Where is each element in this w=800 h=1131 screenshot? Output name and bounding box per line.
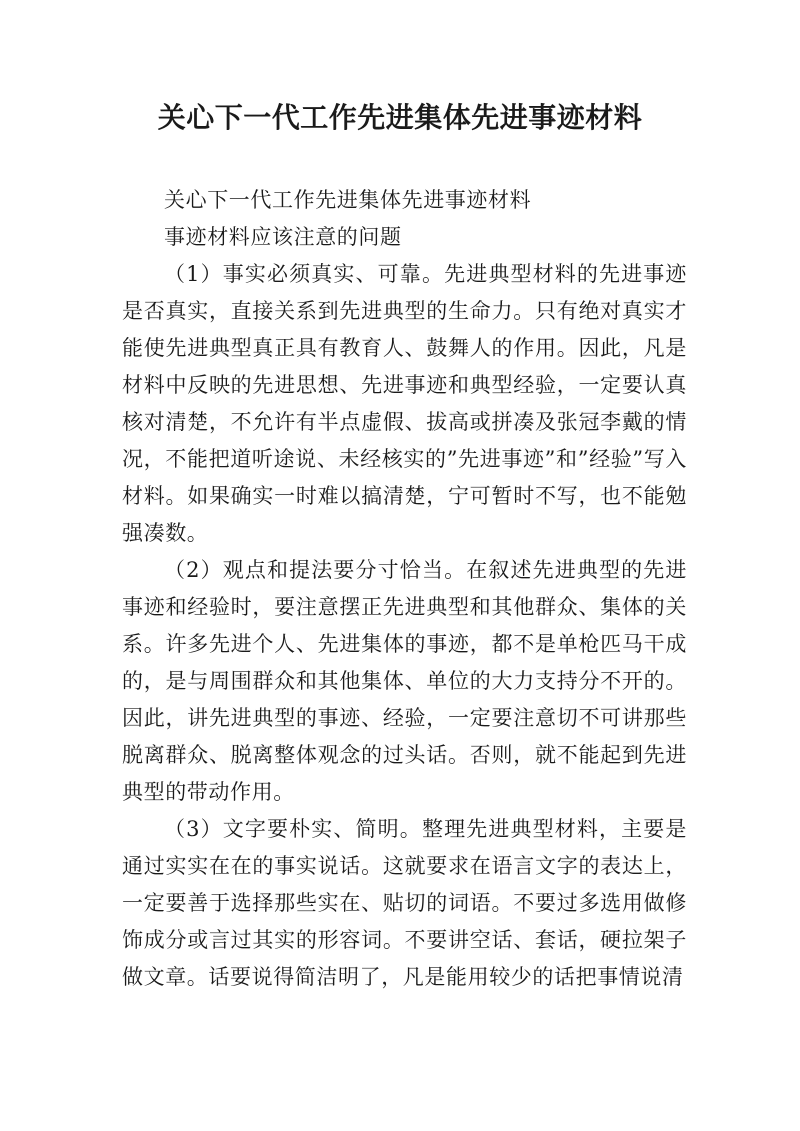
paragraph-2: （2）观点和提法要分寸恰当。在叙述先进典型的先进事迹和经验时，要注意摆正先进典型和其他群众、集体的关系。许多先进个人、先进集体的事迹，都不是单枪匹马干成的，是与周围群众和其他集体、单位的大力支持分不开的。因此，讲先进典型的事迹、经验，一定要注意切不可讲那些脱离群众、脱离整体观念的过头话。否则，就不能起到先进典型的带动作用。 [122, 558, 687, 804]
document-subtitle: 关心下一代工作先进集体先进事迹材料 [164, 188, 532, 212]
paragraph-3: （3）文字要朴实、简明。整理先进典型材料，主要是通过实实在在的事实说话。这就要求在语言文字的表达上，一定要善于选择那些实在、贴切的词语。不要过多选用做修饰成分或言过其实的形容词。不要讲空话、套话，硬拉架子做文章。话要说得简洁明了，凡是能用较少的话把事情说清 [122, 817, 687, 989]
document-body [122, 182, 687, 996]
document-title: 关心下一代工作先进集体先进事迹材料 [157, 101, 643, 134]
paragraph-1: （1）事实必须真实、可靠。先进典型材料的先进事迹是否真实，直接关系到先进典型的生命力。只有绝对真实才能使先进典型真正具有教育人、鼓舞人的作用。因此，凡是材料中反映的先进思想、先进事迹和典型经验，一定要认真核对清楚，不允许有半点虚假、拔高或拼凑及张冠李戴的情况，不能把道听途说、未经核实的”先进事迹”和”经验”写入材料。如果确实一时难以搞清楚，宁可暂时不写，也不能勉强凑数。 [122, 262, 687, 545]
section-heading: 事迹材料应该注意的问题 [164, 225, 402, 249]
